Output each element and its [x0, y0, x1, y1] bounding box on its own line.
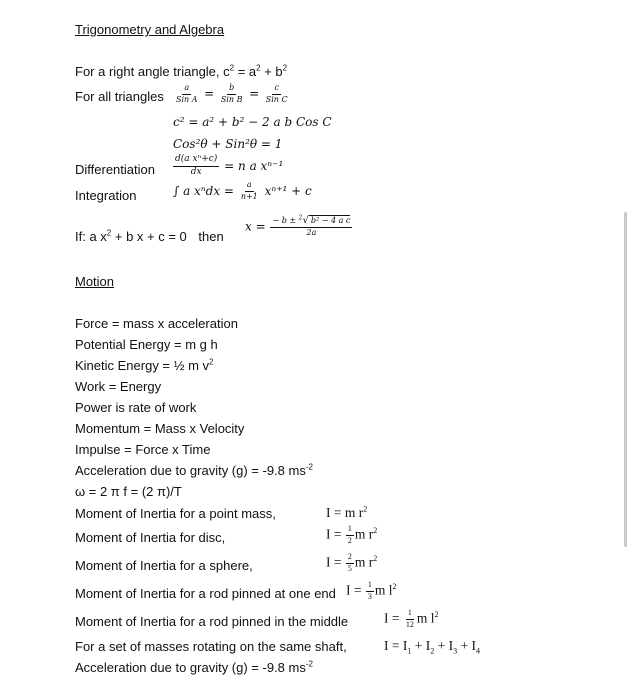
- sine-rule-b: $\frac{b}{\text{Sin B}}$: [220, 83, 243, 104]
- motion-line-power: Power is rate of work: [75, 400, 197, 415]
- inertia-disc-formula: I = $\frac{1}{2}$ m $r^2$: [326, 524, 378, 545]
- motion-line-omega: ω = 2 π f = (2 π)/T: [75, 484, 182, 499]
- inertia-rod-mid-formula: I = $\frac{1}{12}$ m $l^2$: [384, 608, 439, 629]
- all-triangles-label: For all triangles: [75, 89, 164, 104]
- then-word: then: [198, 229, 224, 244]
- inertia-set-label: For a set of masses rotating on the same shaft,: [75, 639, 347, 654]
- inertia-sphere-label: Moment of Inertia for a sphere,: [75, 558, 253, 573]
- trig-heading: Trigonometry and Algebra: [75, 22, 225, 37]
- inertia-rod-mid-label: Moment of Inertia for a rod pinned in the middle: [75, 614, 349, 629]
- right-triangle-label: For a right angle triangle, c: [75, 64, 230, 79]
- sine-rule: $\frac{a}{\text{Sin A}}$ = $\frac{b}{\text{Sin B}}$ = $\frac{c}{\text{Sin C}}$: [176, 83, 288, 104]
- inertia-rod-end-label: Moment of Inertia for a rod pinned at one end: [75, 586, 336, 601]
- motion-line-potential: Potential Energy = m g h: [75, 337, 218, 352]
- trig-identity: Cos²θ + Sin²θ = 1: [173, 137, 283, 151]
- motion-line-impulse: Impulse = Force x Time: [75, 442, 211, 457]
- inertia-point-label: Moment of Inertia for a point mass,: [75, 506, 276, 521]
- motion-line-work: Work = Energy: [75, 379, 162, 394]
- inertia-sphere-formula: I = $\frac{2}{5}$ m $r^2$: [326, 552, 378, 573]
- last-gravity-line: Acceleration due to gravity (g) = -9.8 $ms^{-2}$: [75, 659, 313, 675]
- vertical-scrollbar[interactable]: [624, 212, 627, 547]
- inertia-disc-label: Moment of Inertia for disc,: [75, 530, 226, 545]
- motion-line-momentum: Momentum = Mass x Velocity: [75, 421, 245, 436]
- inertia-point-formula: I = m $r^2$: [326, 504, 368, 520]
- right-triangle-line: For a right angle triangle, $c^2 = a^2 + b^2$: [75, 63, 288, 79]
- inertia-rod-end-formula: I = $\frac{1}{3}$ m $l^2$: [346, 580, 397, 601]
- differentiation-formula: $\frac{\text{d(a xⁿ+c)}}{dx}$ = n a xⁿ⁻¹: [175, 154, 284, 177]
- motion-line-gravity: Acceleration due to gravity (g) = -9.8 $ms^{-2}$: [75, 462, 313, 478]
- motion-heading: Motion: [75, 274, 115, 289]
- quadratic-line: If: a $x^2 + b$ x + c = 0 then: [75, 228, 224, 244]
- integration-formula: ∫ a xⁿdx = $\frac{a}{n+1}$ xⁿ⁺¹ + c: [173, 180, 312, 201]
- motion-line-force: Force = mass x acceleration: [75, 316, 238, 331]
- inertia-set-formula: $I = I_1 + I_2 + I_3 + I_4$: [384, 638, 480, 656]
- cosine-rule: c² = a² + b² − 2 a b Cos C: [173, 115, 332, 129]
- quadratic-formula: x = $\frac{- b \pm ^2√ b^2 - 4 a c}{2a}$: [245, 214, 351, 237]
- sine-rule-a: $\frac{a}{\text{Sin A}}$: [176, 83, 198, 104]
- motion-line-kinetic: Kinetic Energy = ½ m $v^2$: [75, 357, 214, 373]
- sine-rule-c: $\frac{c}{\text{Sin C}}$: [265, 83, 288, 104]
- differentiation-label: Differentiation: [75, 162, 155, 177]
- integration-label: Integration: [75, 188, 137, 203]
